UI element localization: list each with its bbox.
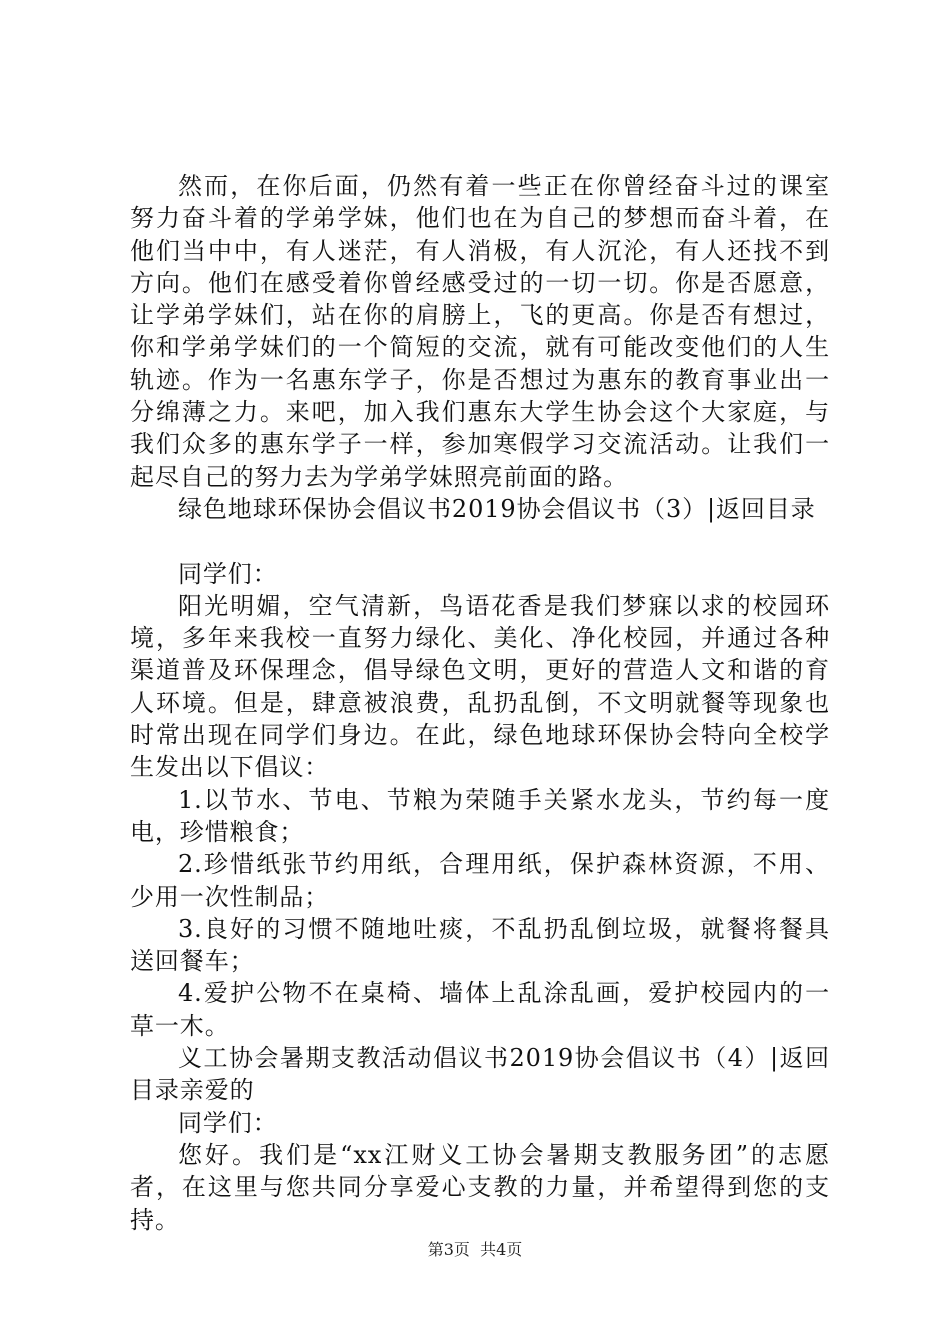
- text-line: 草一木。: [130, 1011, 230, 1040]
- text-line: 努力奋斗着的学弟学妹，他们也在为自己的梦想而奋斗着，在: [130, 204, 830, 233]
- text-line: 目录亲爱的: [130, 1076, 255, 1105]
- text-line: 义工协会暑期支教活动倡议书2019协会倡议书（4）|返回: [178, 1044, 830, 1073]
- text-line: 同学们：: [178, 559, 278, 588]
- text-line: 起尽自己的努力去为学弟学妹照亮前面的路。: [130, 462, 628, 491]
- text-line: 分绵薄之力。来吧，加入我们惠东大学生协会这个大家庭，与: [130, 398, 830, 427]
- text-line: 我们众多的惠东学子一样，参加寒假学习交流活动。让我们一: [130, 430, 830, 459]
- text-line: 送回餐车；: [130, 947, 255, 976]
- text-line: 你和学弟学妹们的一个简短的交流，就有可能改变他们的人生: [130, 333, 830, 362]
- text-line: 他们当中中，有人迷茫，有人消极，有人沉沦，有人还找不到: [130, 236, 830, 265]
- text-line: 少用一次性制品；: [130, 882, 330, 911]
- text-line: 时常出现在同学们身边。在此，绿色地球环保协会特向全校学: [130, 721, 830, 750]
- text-line: 4.爱护公物不在桌椅、墙体上乱涂乱画，爱护校园内的一: [178, 979, 830, 1008]
- text-line: 人环境。但是，肆意被浪费，乱扔乱倒，不文明就餐等现象也: [130, 688, 830, 717]
- text-line: 3.良好的习惯不随地吐痰，不乱扔乱倒垃圾，就餐将餐具: [178, 914, 830, 943]
- blank-line: [130, 525, 830, 557]
- document-body: [130, 170, 830, 1236]
- text-line: 然而，在你后面，仍然有着一些正在你曾经奋斗过的课室: [178, 172, 830, 200]
- text-line: 方向。他们在感受着你曾经感受过的一切一切。你是否愿意，: [130, 268, 830, 297]
- text-line: 生发出以下倡议：: [130, 753, 330, 782]
- text-line: 绿色地球环保协会倡议书2019协会倡议书（3）|返回目录: [178, 494, 816, 523]
- text-line: 同学们：: [178, 1108, 278, 1137]
- text-line: 者，在这里与您共同分享爱心支教的力量，并希望得到您的支: [130, 1173, 830, 1202]
- text-line: 持。: [130, 1205, 180, 1234]
- page-footer: 第3页 共4页: [427, 1240, 523, 1259]
- text-line: 阳光明媚，空气清新，鸟语花香是我们梦寐以求的校园环: [178, 591, 830, 620]
- text-line: 您好。我们是“xx江财义工协会暑期支教服务团”的志愿: [178, 1140, 830, 1169]
- text-line: 让学弟学妹们，站在你的肩膀上，飞的更高。你是否有想过，: [130, 301, 830, 330]
- text-line: 轨迹。作为一名惠东学子，你是否想过为惠东的教育事业出一: [130, 365, 830, 394]
- text-line: 1.以节水、节电、节粮为荣随手关紧水龙头，节约每一度: [178, 785, 830, 814]
- text-line: 境，多年来我校一直努力绿化、美化、净化校园，并通过各种: [130, 624, 830, 653]
- text-line: 渠道普及环保理念，倡导绿色文明，更好的营造人文和谐的育: [130, 656, 830, 685]
- text-line: 2.珍惜纸张节约用纸，合理用纸，保护森林资源，不用、: [178, 850, 830, 879]
- text-line: 电，珍惜粮食；: [130, 817, 305, 846]
